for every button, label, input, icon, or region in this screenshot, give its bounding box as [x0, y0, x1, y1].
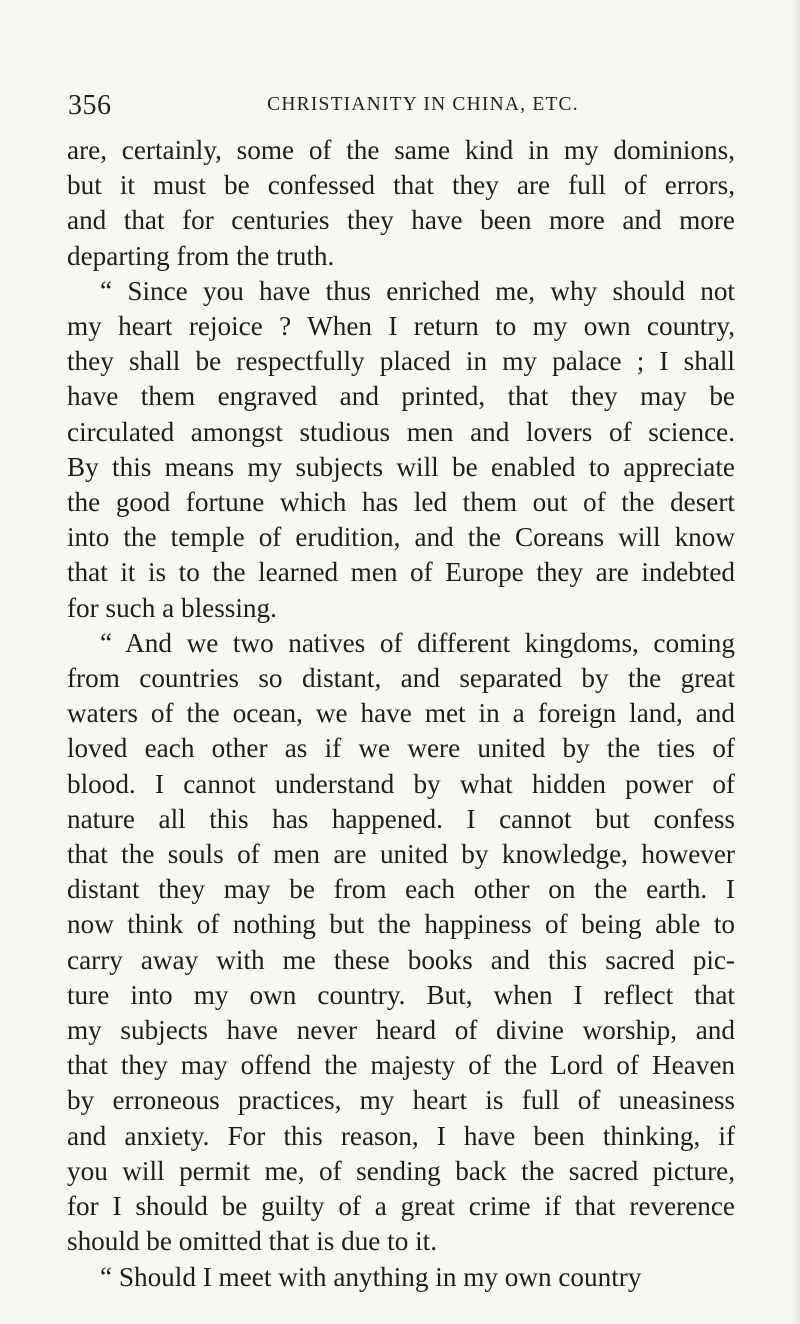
- text-line: loved each other as if we were united by the ties of: [67, 733, 735, 764]
- text-line: you will permit me, of sending back the sacred picture,: [67, 1155, 735, 1186]
- text-line: that they may offend the majesty of the Lord of Heaven: [67, 1050, 735, 1081]
- text-line: distant they may be from each other on the earth. I: [67, 874, 735, 905]
- text-line: my heart rejoice ? When I return to my own country,: [67, 311, 735, 342]
- text-line: nature all this has happened. I cannot but confess: [67, 803, 735, 834]
- text-line: that it is to the learned men of Europe they are indebted: [67, 557, 735, 588]
- text-line: but it must be confessed that they are full of errors,: [67, 170, 735, 201]
- text-line: blood. I cannot understand by what hidden power of: [67, 768, 735, 799]
- text-line: into the temple of erudition, and the Coreans will know: [67, 522, 735, 553]
- text-line: “ And we two natives of different kingdoms, coming: [100, 627, 735, 658]
- text-line: By this means my subjects will be enabled to appreciate: [67, 451, 735, 482]
- text-line: and anxiety. For this reason, I have been thinking, if: [67, 1120, 735, 1151]
- text-line: for I should be guilty of a great crime if that reverence: [67, 1191, 735, 1222]
- text-line: that the souls of men are united by knowledge, however: [67, 839, 735, 870]
- text-line: should be omitted that is due to it.: [67, 1226, 438, 1257]
- text-line: are, certainly, some of the same kind in my dominions,: [67, 135, 735, 165]
- text-line: carry away with me these books and this sacred pic-: [67, 944, 735, 975]
- text-line: by erroneous practices, my heart is full of uneasiness: [67, 1085, 735, 1116]
- body-text: [67, 133, 735, 1295]
- text-line: circulated amongst studious men and lovers of science.: [67, 416, 735, 447]
- page-number: 356: [68, 90, 112, 121]
- page-edge-shading: [790, 0, 800, 1324]
- text-line: they shall be respectfully placed in my palace ; I shall: [67, 346, 735, 377]
- text-line: the good fortune which has led them out of the desert: [67, 487, 735, 518]
- text-line: my subjects have never heard of divine worship, and: [67, 1015, 735, 1046]
- running-title: CHRISTIANITY IN CHINA, ETC.: [267, 94, 579, 115]
- text-line: “ Should I meet with anything in my own country: [100, 1261, 642, 1292]
- text-line: from countries so distant, and separated by the great: [67, 663, 735, 694]
- text-line: “ Since you have thus enriched me, why should not: [100, 275, 735, 306]
- text-line: ture into my own country. But, when I reflect that: [67, 979, 735, 1010]
- text-line: for such a blessing.: [67, 592, 277, 623]
- text-line: have them engraved and printed, that they may be: [67, 381, 735, 412]
- text-line: waters of the ocean, we have met in a foreign land, and: [67, 698, 735, 729]
- text-line: and that for centuries they have been more and more: [67, 205, 735, 236]
- text-line: now think of nothing but the happiness of being able to: [67, 909, 735, 940]
- page-header: [68, 90, 738, 130]
- text-line: departing from the truth.: [67, 240, 335, 271]
